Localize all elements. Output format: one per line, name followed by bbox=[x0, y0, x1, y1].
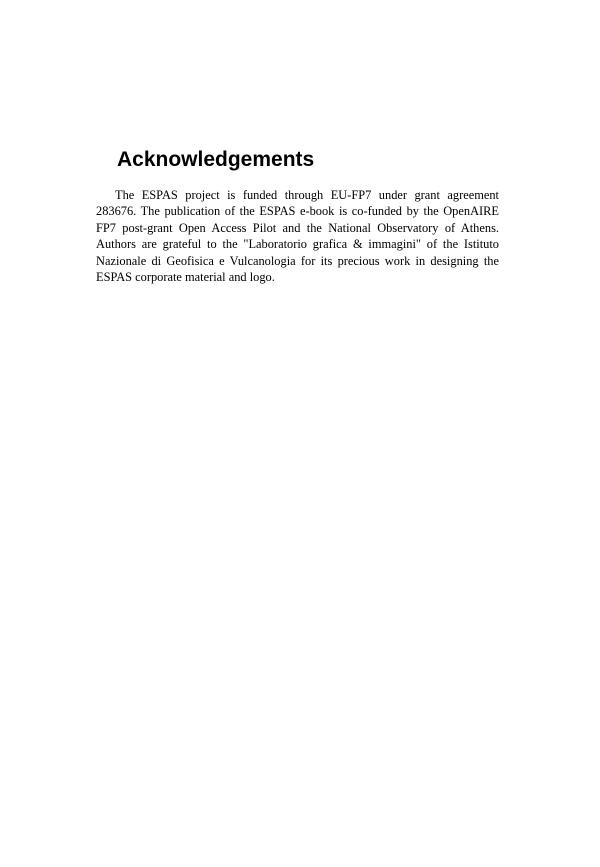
acknowledgements-paragraph: The ESPAS project is funded through EU-FP7 under grant agreement 283676. The publication of the ESPAS e-book is co-funded by the OpenAIRE FP7 post-grant Open Access Pilot and the National Observatory of Athens. Authors are grateful to the "Laboratorio grafica & immagini" of the Istituto Nazionale di Geofisica e Vulcanologia for its precious work in designing the ESPAS corporate material and logo. bbox=[96, 188, 499, 285]
acknowledgements-heading: Acknowledgements bbox=[117, 148, 315, 171]
